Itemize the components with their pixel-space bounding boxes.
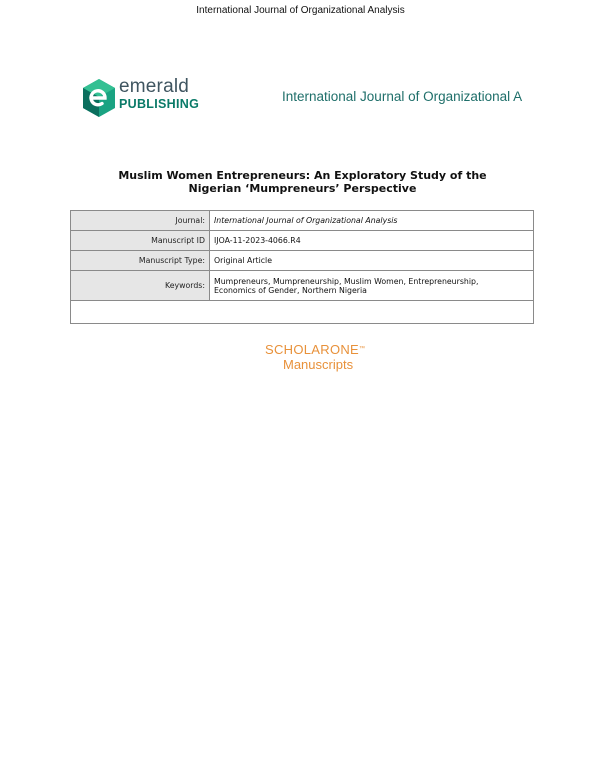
manuscript-type-value: Original Article xyxy=(210,251,534,271)
keywords-line-1: Mumpreneurs, Mumpreneurship, Muslim Women, Entrepreneurship, xyxy=(214,276,479,286)
manuscript-type-row xyxy=(71,251,534,271)
scholarone-name: SCHOLARONE xyxy=(265,342,360,357)
keywords-row xyxy=(71,271,534,301)
manuscript-id-label: Manuscript ID xyxy=(71,231,210,251)
scholarone-manuscripts: Manuscripts xyxy=(283,357,354,372)
trademark-symbol: ™ xyxy=(359,346,366,352)
logo-publishing: PUBLISHING xyxy=(119,97,200,111)
logo-wordmark: emerald xyxy=(119,76,190,97)
scholarone-logo xyxy=(265,342,365,372)
empty-cell xyxy=(71,301,534,324)
journal-label: Journal: xyxy=(71,211,210,231)
scholarone-wordmark xyxy=(265,342,365,357)
manuscript-id-value: IJOA-11-2023-4066.R4 xyxy=(210,231,534,251)
publisher-logo xyxy=(81,78,211,118)
title-line-1: Muslim Women Entrepreneurs: An Exploratory Study of the xyxy=(118,169,487,182)
journal-banner: International Journal of Organizational A xyxy=(282,89,523,104)
keywords-value xyxy=(210,271,534,301)
manuscript-metadata-table xyxy=(70,210,534,324)
manuscript-type-label: Manuscript Type: xyxy=(71,251,210,271)
keywords-line-2: Economics of Gender, Northern Nigeria xyxy=(214,285,367,295)
journal-row xyxy=(71,211,534,231)
paper-title xyxy=(70,169,535,195)
title-line-2: Nigerian ‘Mumpreneurs’ Perspective xyxy=(188,182,417,195)
manuscript-id-row xyxy=(71,231,534,251)
empty-row xyxy=(71,301,534,324)
running-head: International Journal of Organizational Analysis xyxy=(196,5,405,16)
keywords-label: Keywords: xyxy=(71,271,210,301)
journal-value: International Journal of Organizational Analysis xyxy=(210,211,534,231)
emerald-hexagon-logo-icon xyxy=(81,78,117,118)
